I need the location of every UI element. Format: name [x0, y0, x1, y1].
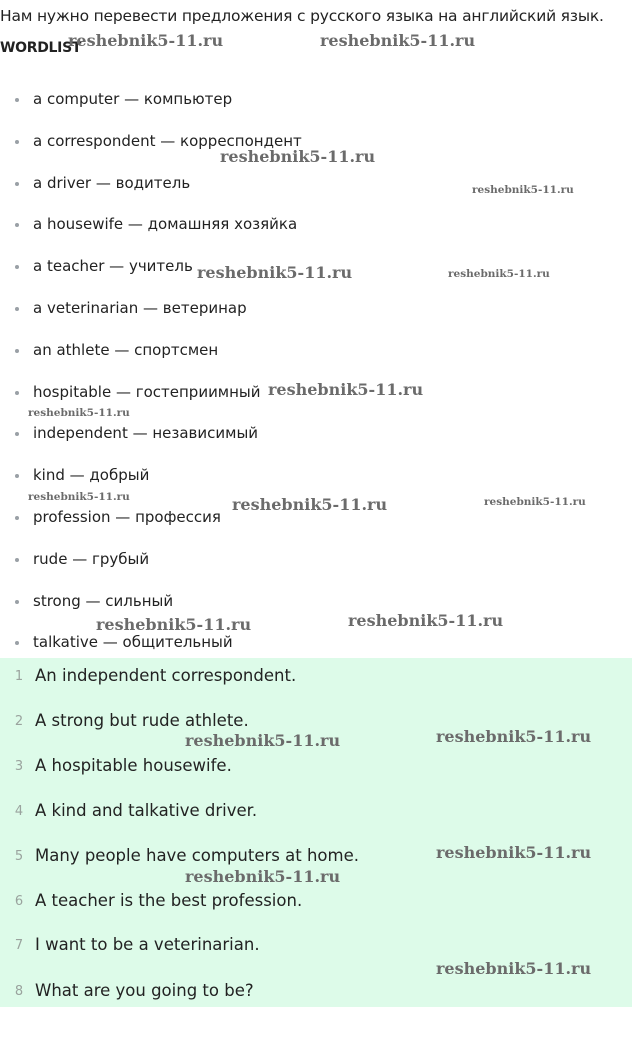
sentence-row [0, 801, 632, 825]
sentence-text: Many people have computers at home. [35, 846, 359, 865]
sentence-number: 5 [14, 849, 24, 864]
sentence-number: 7 [14, 938, 24, 953]
sentence-number: 4 [14, 804, 24, 819]
watermark: reshebnik5-11.ru [472, 184, 574, 196]
watermark: reshebnik5-11.ru [268, 380, 424, 399]
watermark: reshebnik5-11.ru [436, 959, 592, 978]
bullet-icon [15, 182, 19, 186]
sentence-number: 6 [14, 894, 24, 909]
bullet-icon [15, 432, 19, 436]
watermark: reshebnik5-11.ru [220, 147, 376, 166]
sentence-number: 2 [14, 714, 24, 729]
watermark: reshebnik5-11.ru [436, 727, 592, 746]
sentence-row [0, 666, 632, 690]
wordlist-heading: WORDLIST [0, 40, 82, 56]
bullet-icon [15, 516, 19, 520]
watermark: reshebnik5-11.ru [320, 31, 476, 50]
watermark: reshebnik5-11.ru [68, 31, 224, 50]
sentence-text: An independent correspondent. [35, 666, 297, 685]
bullet-icon [15, 349, 19, 353]
sentence-number: 3 [14, 759, 24, 774]
bullet-icon [15, 265, 19, 269]
bullet-icon [15, 641, 19, 645]
sentence-number: 8 [14, 984, 24, 999]
watermark: reshebnik5-11.ru [448, 268, 550, 280]
sentence-text: A kind and talkative driver. [35, 801, 258, 820]
bullet-icon [15, 307, 19, 311]
watermark: reshebnik5-11.ru [28, 407, 130, 419]
bullet-icon [15, 140, 19, 144]
watermark: reshebnik5-11.ru [185, 867, 341, 886]
sentence-text: A strong but rude athlete. [35, 711, 249, 730]
sentence-row [0, 935, 632, 959]
sentence-text: A hospitable housewife. [35, 756, 232, 775]
bullet-icon [15, 98, 19, 102]
watermark: reshebnik5-11.ru [96, 615, 252, 634]
sentence-text: A teacher is the best profession. [35, 891, 303, 910]
sentence-text: I want to be a veterinarian. [35, 935, 260, 954]
bullet-icon [15, 558, 19, 562]
bullet-icon [15, 600, 19, 604]
sentence-text: What are you going to be? [35, 981, 254, 1000]
watermark: reshebnik5-11.ru [28, 491, 130, 503]
sentence-number: 1 [14, 669, 24, 684]
bullet-icon [15, 223, 19, 227]
bullet-icon [15, 391, 19, 395]
exercise-panel [0, 658, 632, 1007]
watermark: reshebnik5-11.ru [484, 496, 586, 508]
watermark: reshebnik5-11.ru [436, 843, 592, 862]
watermark: reshebnik5-11.ru [197, 263, 353, 282]
watermark: reshebnik5-11.ru [348, 611, 504, 630]
intro-text: Нам нужно перевести предложения с русского языка на английский язык. [0, 7, 604, 25]
watermark: reshebnik5-11.ru [185, 731, 341, 750]
sentence-row [0, 891, 632, 915]
watermark: reshebnik5-11.ru [232, 495, 388, 514]
sentence-row [0, 981, 632, 1005]
bullet-icon [15, 474, 19, 478]
sentence-row [0, 756, 632, 780]
